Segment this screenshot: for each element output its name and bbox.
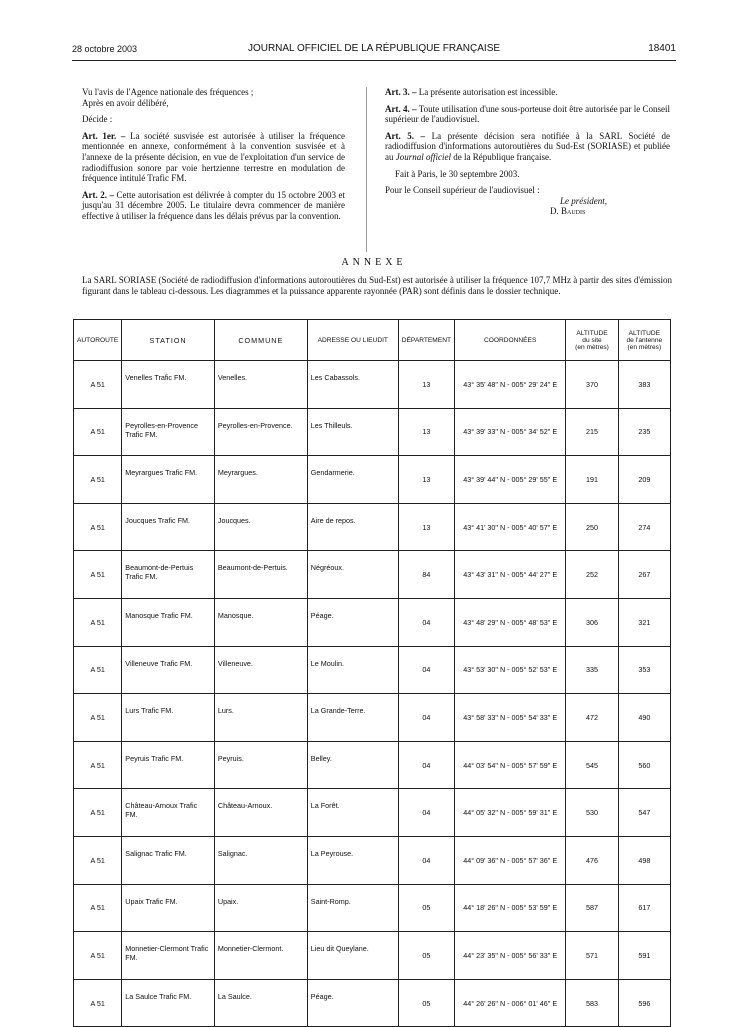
cell-alt-antenne: 547 [618,789,670,837]
cell-coordonnees: 44° 26' 26" N - 006° 01' 46" E [454,979,565,1027]
cell-departement: 04 [398,741,454,789]
cell-alt-antenne: 321 [618,598,670,646]
cell-coordonnees: 44° 23' 35" N - 005° 56' 33" E [454,932,565,980]
cell-coordonnees: 43° 58' 33" N - 005° 54' 33" E [454,694,565,742]
cell-commune: Meyrargues. [214,456,307,504]
th-alt-antenne-3: (en mètres) [627,343,662,351]
cell-commune: Peyrolles-en-Provence. [214,408,307,456]
cell-commune: Venelles. [214,361,307,409]
cell-commune: Villeneuve. [214,646,307,694]
cell-coordonnees: 43° 53' 30" N - 005° 52' 53" E [454,646,565,694]
cell-autoroute: A 51 [74,932,122,980]
table-body [74,361,671,1027]
cell-departement: 13 [398,408,454,456]
president-text: Le président, [560,195,607,206]
cell-station: Venelles Trafic FM. [122,361,215,409]
cell-adresse: La Grande-Terre. [307,694,398,742]
cell-alt-site: 583 [566,979,618,1027]
th-autoroute: AUTOROUTE [74,320,122,361]
article-1-label: Art. 1er. – [82,130,126,141]
cell-coordonnees: 43° 39' 44" N - 005° 29' 55" E [454,456,565,504]
apres-line: Après en avoir délibéré, [82,97,169,108]
cell-station: Peyruis Trafic FM. [122,741,215,789]
cell-alt-site: 306 [566,598,618,646]
cell-autoroute: A 51 [74,408,122,456]
article-1 [82,131,345,184]
article-1-text: La société susvisée est autorisée à utiliser la fréquence mentionnée en annexe, conformément à la convention susvisée et à l'annexe de la présente décision, en vue de l'exploitation d'un service de radiodiffusion sonore par voie hertzienne terrestre en modulation de fréquence intitulé Trafic FM. [82,130,346,184]
cell-coordonnees: 44° 18' 26" N - 005° 53' 59" E [454,884,565,932]
cell-autoroute: A 51 [74,361,122,409]
cell-alt-site: 370 [566,361,618,409]
header-rule [72,60,676,61]
cell-departement: 13 [398,503,454,551]
table-row [74,932,671,980]
article-3-text: La présente autorisation est incessible. [418,87,558,97]
cell-alt-antenne: 617 [618,884,670,932]
cell-station: La Saulce Trafic FM. [122,979,215,1027]
vu-line: Vu l'avis de l'Agence nationale des fréquences ; [82,87,254,97]
signature-line: D. Baudis [550,206,586,217]
pour-line: Pour le Conseil supérieur de l'audiovisuel : [385,185,540,196]
annexe-heading: ANNEXE [341,257,407,268]
th-departement: DÉPARTEMENT [398,320,454,361]
cell-alt-site: 335 [566,646,618,694]
header-title: JOURNAL OFFICIEL DE LA RÉPUBLIQUE FRANÇAISE [247,43,501,54]
cell-alt-site: 530 [566,789,618,837]
table-row [74,741,671,789]
table-row [74,361,671,409]
article-5-journal: Journal officiel [395,151,451,162]
cell-autoroute: A 51 [74,503,122,551]
table-row [74,646,671,694]
cell-station: Joucques Trafic FM. [122,503,215,551]
table-row [74,694,671,742]
cell-alt-site: 545 [566,741,618,789]
cell-commune: Manosque. [214,598,307,646]
cell-autoroute: A 51 [74,551,122,599]
cell-commune: Salignac. [214,836,307,884]
cell-autoroute: A 51 [74,836,122,884]
table-row [74,979,671,1027]
cell-alt-antenne: 591 [618,932,670,980]
header-date: 28 octobre 2003 [72,44,138,54]
cell-adresse: Péage. [307,979,398,1027]
cell-autoroute: A 51 [74,979,122,1027]
cell-station: Beaumont-de-Pertuis Trafic FM. [122,551,215,599]
cell-station: Château-Arnoux Trafic FM. [122,789,215,837]
table-row [74,551,671,599]
cell-adresse: Aire de repos. [307,503,398,551]
cell-adresse: Péage. [307,598,398,646]
cell-commune: Joucques. [214,503,307,551]
cell-commune: La Saulce. [214,979,307,1027]
cell-departement: 04 [398,789,454,837]
cell-station: Salignac Trafic FM. [122,836,215,884]
cell-adresse: Saint-Romp. [307,884,398,932]
cell-alt-antenne: 596 [618,979,670,1027]
cell-alt-antenne: 490 [618,694,670,742]
right-column [385,87,670,217]
article-5 [385,131,670,163]
cell-coordonnees: 44° 09' 36" N - 005° 57' 36" E [454,836,565,884]
cell-station: Peyrolles-en-Provence Trafic FM. [122,408,215,456]
cell-autoroute: A 51 [74,789,122,837]
table-row [74,456,671,504]
cell-adresse: Lieu dit Queylane. [307,932,398,980]
cell-commune: Peyruis. [214,741,307,789]
th-alt-antenne-1: ALTITUDE [628,329,661,337]
annexe-intro: La SARL SORIASE (Société de radiodiffusion d'informations autoroutières du Sud-Est) est autorisée à utiliser la fréquence 107,7 MHz à partir des sites d'émission figurant dans le tableau ci-dessous. Les diagrammes et la puissance apparente rayonnée (PAR) sont définis dans le dossier technique. [82,275,672,296]
table-header-row [74,320,671,361]
th-adresse: ADRESSE OU LIEUDIT [307,320,398,361]
article-4-text: Toute utilisation d'une sous-porteuse doit être autorisée par le Conseil supérieur de l'audiovisuel. [385,103,671,125]
cell-departement: 04 [398,646,454,694]
th-alt-site-2: du site [582,336,602,344]
cell-alt-site: 472 [566,694,618,742]
cell-commune: Beaumont-de-Pertuis. [214,551,307,599]
page-header [72,44,676,58]
cell-adresse: Les Cabassols. [307,361,398,409]
cell-station: Upaix Trafic FM. [122,884,215,932]
cell-coordonnees: 44° 03' 54" N - 005° 57' 59" E [454,741,565,789]
cell-adresse: Belley. [307,741,398,789]
article-3 [385,87,670,98]
cell-alt-antenne: 209 [618,456,670,504]
cell-departement: 04 [398,694,454,742]
cell-alt-antenne: 383 [618,361,670,409]
th-alt-antenne [618,320,670,361]
cell-alt-site: 587 [566,884,618,932]
cell-adresse: La Peyrouse. [307,836,398,884]
cell-departement: 05 [398,979,454,1027]
cell-alt-site: 252 [566,551,618,599]
cell-alt-antenne: 267 [618,551,670,599]
table-row [74,884,671,932]
cell-coordonnees: 43° 48' 29" N - 005° 48' 53" E [454,598,565,646]
cell-adresse: Le Moulin. [307,646,398,694]
table-row [74,789,671,837]
cell-alt-site: 191 [566,456,618,504]
president-line [385,196,670,207]
article-2-text: Cette autorisation est délivrée à compter du 15 octobre 2003 et jusqu'au 31 décembre 2005. Le titulaire devra commencer de manière effective à utiliser la fréquence dans les délais prévus par la convention. [82,189,346,221]
cell-commune: Upaix. [214,884,307,932]
stations-table [73,319,671,1027]
th-station: STATION [122,320,215,361]
cell-departement: 05 [398,932,454,980]
article-5-label: Art. 5. – [385,130,426,141]
fait-line: Fait à Paris, le 30 septembre 2003. [395,168,520,179]
cell-commune: Lurs. [214,694,307,742]
table-row [74,836,671,884]
th-alt-site [566,320,618,361]
article-3-label: Art. 3. – [385,87,417,97]
cell-departement: 13 [398,456,454,504]
cell-departement: 05 [398,884,454,932]
table-row [74,408,671,456]
article-5-text-b: de la République française. [453,151,552,162]
decide-line: Décide : [82,114,113,125]
cell-alt-site: 571 [566,932,618,980]
cell-coordonnees: 43° 43' 31" N - 005° 44' 27" E [454,551,565,599]
cell-station: Villeneuve Trafic FM. [122,646,215,694]
article-2 [82,190,345,222]
cell-autoroute: A 51 [74,884,122,932]
th-commune: COMMUNE [214,320,307,361]
cell-station: Meyrargues Trafic FM. [122,456,215,504]
column-divider [366,87,367,252]
cell-autoroute: A 51 [74,598,122,646]
cell-autoroute: A 51 [74,456,122,504]
th-alt-antenne-2: de l'antenne [626,336,663,344]
article-4-label: Art. 4. – [385,103,417,114]
th-alt-site-3: (en mètres) [575,343,609,351]
cell-adresse: Négréoux. [307,551,398,599]
cell-alt-site: 215 [566,408,618,456]
cell-adresse: Les Thilleuls. [307,408,398,456]
cell-commune: Château-Arnoux. [214,789,307,837]
cell-alt-antenne: 560 [618,741,670,789]
cell-alt-antenne: 498 [618,836,670,884]
article-2-label: Art. 2. – [82,189,115,200]
cell-alt-antenne: 353 [618,646,670,694]
th-coordonnees: COORDONNÉES [454,320,565,361]
cell-alt-antenne: 274 [618,503,670,551]
cell-departement: 13 [398,361,454,409]
left-column [82,87,345,228]
th-alt-site-1: ALTITUDE [576,329,608,337]
cell-station: Monnetier-Clermont Trafic FM. [122,932,215,980]
cell-adresse: La Forêt. [307,789,398,837]
cell-alt-site: 250 [566,503,618,551]
cell-coordonnees: 43° 35' 48" N - 005° 29' 24" E [454,361,565,409]
cell-alt-site: 476 [566,836,618,884]
cell-commune: Monnetier-Clermont. [214,932,307,980]
cell-departement: 04 [398,836,454,884]
table-row [74,503,671,551]
cell-adresse: Gendarmerie. [307,456,398,504]
cell-autoroute: A 51 [74,694,122,742]
table-row [74,598,671,646]
header-page-number: 18401 [648,43,676,54]
cell-departement: 04 [398,598,454,646]
cell-station: Lurs Trafic FM. [122,694,215,742]
article-5-text-a: La présente décision sera notifiée à la SARL Société de radiodiffusion d'informations autoroutières du Sud-Est (SORIASE) et publiée au [385,130,671,162]
cell-autoroute: A 51 [74,646,122,694]
cell-coordonnees: 43° 39' 33" N - 005° 34' 52" E [454,408,565,456]
cell-station: Manosque Trafic FM. [122,598,215,646]
cell-departement: 84 [398,551,454,599]
cell-autoroute: A 51 [74,741,122,789]
cell-coordonnees: 43° 41' 30" N - 005° 40' 57" E [454,503,565,551]
article-4 [385,104,670,125]
cell-coordonnees: 44° 05' 32" N - 005° 59' 31" E [454,789,565,837]
cell-alt-antenne: 235 [618,408,670,456]
